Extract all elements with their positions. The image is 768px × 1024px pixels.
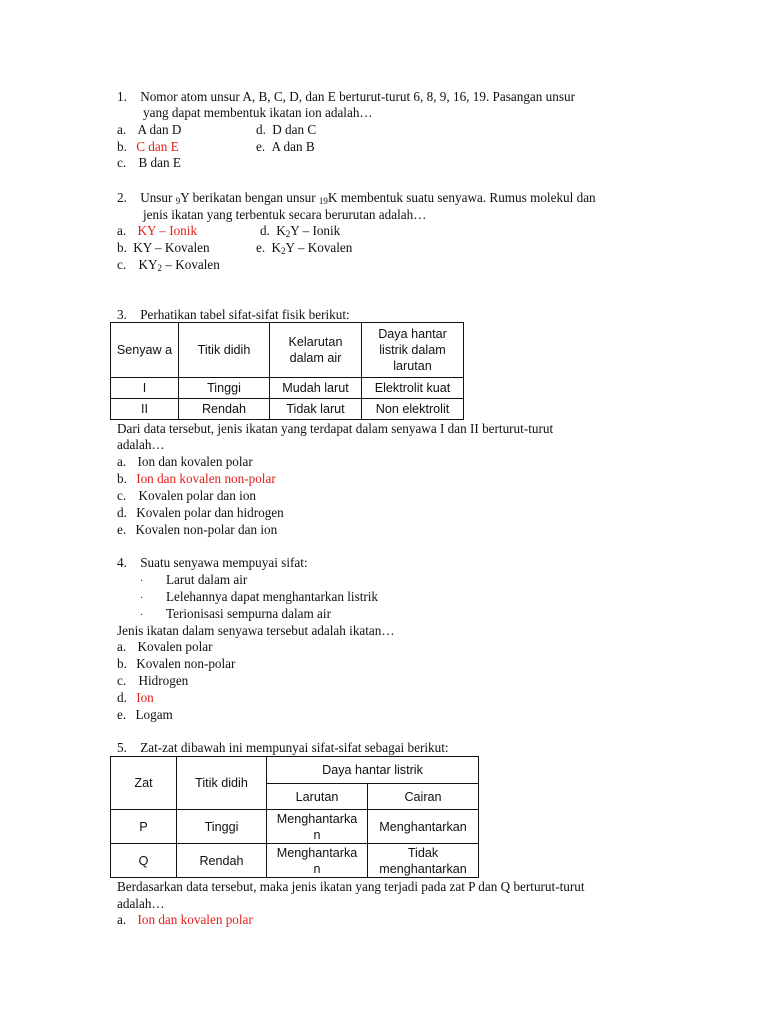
q5-header-cairan: Cairan xyxy=(368,784,479,810)
q1-option-b: b. C dan E xyxy=(117,139,179,154)
q5-header-daya: Daya hantar listrik xyxy=(267,757,479,784)
q2-line1: 2. Unsur 9Y berikatan bengan unsur 19K membentuk suatu senyawa. Rumus molekul dan xyxy=(117,190,596,206)
q2-line2: jenis ikatan yang terbentuk secara berurutan adalah… xyxy=(143,207,427,222)
q1-option-d: d. D dan C xyxy=(256,122,317,137)
q2-option-a: a. KY – Ionik xyxy=(117,223,198,238)
q2-answer: KY – Ionik xyxy=(137,223,198,238)
q5-header-larutan: Larutan xyxy=(267,784,368,810)
q2-option-b: b. KY – Kovalen xyxy=(117,240,210,255)
q5-answer: Ion dan kovalen polar xyxy=(137,912,253,927)
q3-line1: 3. Perhatikan tabel sifat-sifat fisik berikut: xyxy=(117,307,350,322)
q4-number: 4. xyxy=(117,555,127,570)
q4-after: Jenis ikatan dalam senyawa tersebut adalah ikatan… xyxy=(117,623,395,638)
q2-number: 2. xyxy=(117,190,127,205)
q3-number: 3. xyxy=(117,307,127,322)
table-row: II Rendah Tidak larut Non elektrolit xyxy=(111,399,464,420)
q4-option-c: c. Hidrogen xyxy=(117,673,189,688)
q1-text: Nomor atom unsur A, B, C, D, dan E berturut-turut 6, 8, 9, 16, 19. Pasangan unsur xyxy=(140,89,575,104)
table-row: Q Rendah Menghantarka n Tidak menghantarkan xyxy=(111,844,479,878)
q1-line1 xyxy=(117,89,575,105)
q1-answer: C dan E xyxy=(136,139,179,154)
q1-option-e: e. A dan B xyxy=(256,139,315,154)
q4-option-e: e. Logam xyxy=(117,707,173,722)
q5-after1: Berdasarkan data tersebut, maka jenis ikatan yang terjadi pada zat P dan Q berturut-turut xyxy=(117,879,585,894)
q4-option-d: d. Ion xyxy=(117,690,154,705)
q3-answer: Ion dan kovalen non-polar xyxy=(136,471,276,486)
q3-after2: adalah… xyxy=(117,437,165,452)
table-row: I Tinggi Mudah larut Elektrolit kuat xyxy=(111,378,464,399)
q4-line1: 4. Suatu senyawa mempuyai sifat: xyxy=(117,555,308,570)
q3-header-senyawa: Senyaw a xyxy=(111,323,179,378)
q5-after2: adalah… xyxy=(117,896,165,911)
q3-header-titik: Titik didih xyxy=(179,323,270,378)
q3-option-c: c. Kovalen polar dan ion xyxy=(117,488,257,503)
q2-option-e: e. $K_2Y$ – Kovalen xyxy=(256,240,353,256)
q4-option-b: b. Kovalen non-polar xyxy=(117,656,236,671)
q3-option-d: d. Kovalen polar dan hidrogen xyxy=(117,505,284,520)
q5-table xyxy=(110,756,479,878)
q5-header-titik: Titik didih xyxy=(177,757,267,810)
q3-option-a: a. Ion dan kovalen polar xyxy=(117,454,253,469)
q2-option-d: d. $K_2Y$ – Ionik xyxy=(260,223,341,239)
table-row: P Tinggi Menghantarka n Menghantarkan xyxy=(111,810,479,844)
q3-table xyxy=(110,322,464,420)
q4-bullet-3: · Terionisasi sempurna dalam air xyxy=(140,606,331,621)
q5-number: 5. xyxy=(117,740,127,755)
q3-header-kelarutan: Kelarutan dalam air xyxy=(270,323,362,378)
q1-line2: yang dapat membentuk ikatan ion adalah… xyxy=(143,105,373,120)
q4-answer: Ion xyxy=(136,690,154,705)
q2-option-c: c. $KY_2$ – Kovalen xyxy=(117,257,220,273)
q1-option-c: c. B dan E xyxy=(117,155,181,170)
q4-bullet-2: · Lelehannya dapat menghantarkan listrik xyxy=(140,589,379,604)
q5-option-a: a. Ion dan kovalen polar xyxy=(117,912,253,927)
q5-line1: 5. Zat-zat dibawah ini mempunyai sifat-sifat sebagai berikut: xyxy=(117,740,449,755)
q3-option-b: b. Ion dan kovalen non-polar xyxy=(117,471,276,486)
q3-header-daya: Daya hantar listrik dalam larutan xyxy=(362,323,464,378)
q5-header-zat: Zat xyxy=(111,757,177,810)
q3-after1: Dari data tersebut, jenis ikatan yang terdapat dalam senyawa I dan II berturut-turut xyxy=(117,421,554,436)
q3-option-e: e. Kovalen non-polar dan ion xyxy=(117,522,278,537)
q1-number: 1. xyxy=(117,89,127,104)
q4-bullet-1: · Larut dalam air xyxy=(140,572,248,587)
q4-option-a: a. Kovalen polar xyxy=(117,639,213,654)
q1-option-a: a. A dan D xyxy=(117,122,182,137)
